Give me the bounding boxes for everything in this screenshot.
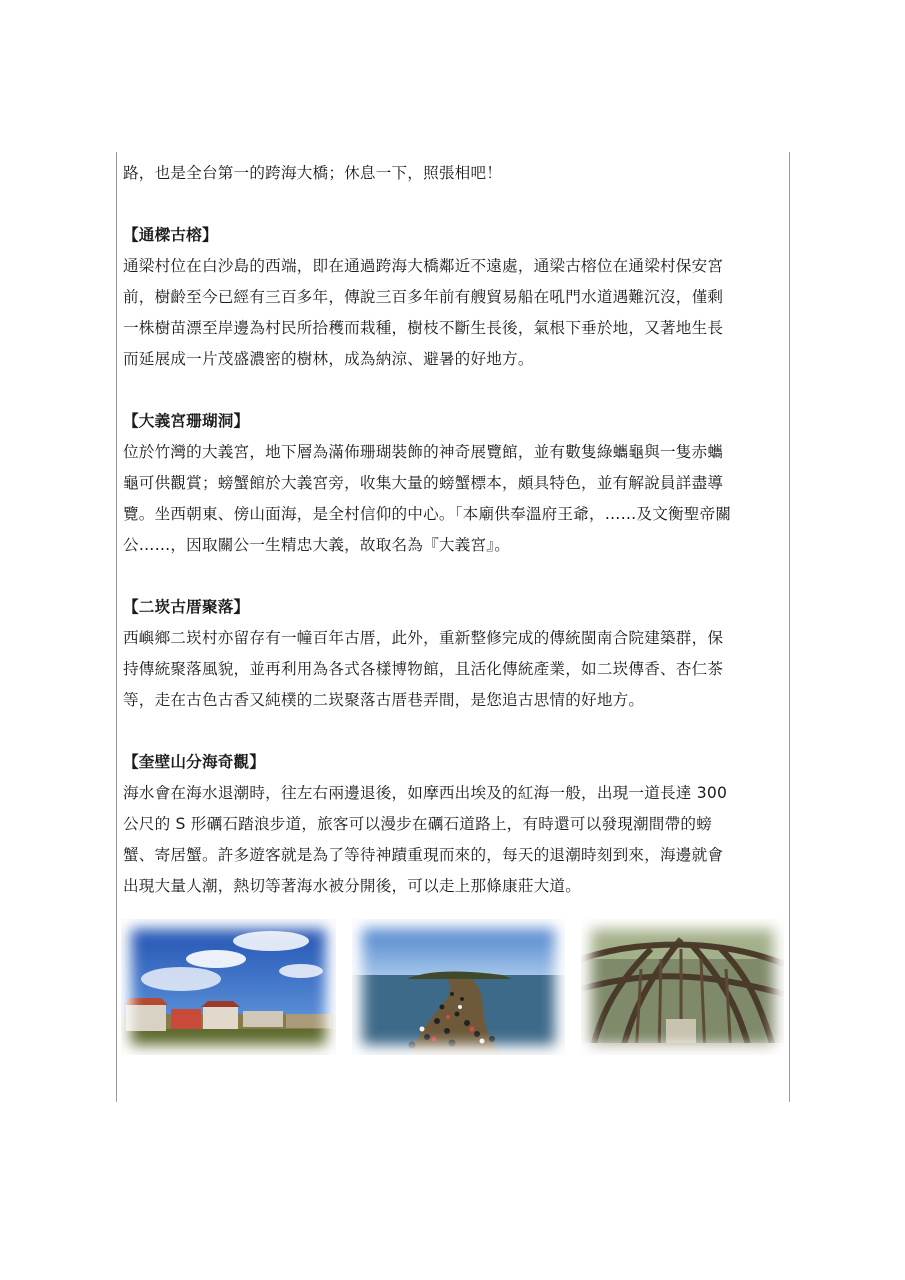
paragraph-line: 位於竹灣的大義宮，地下層為滿佈珊瑚裝飾的神奇展覽館，並有數隻綠蠵龜與一隻赤蠵 (123, 443, 724, 461)
section-heading: 【大義宮珊瑚洞】 (123, 412, 250, 430)
paragraph-line: 持傳統聚落風貌，並再利用為各式各樣博物館，且活化傳統產業，如二崁傳香、杏仁茶 (123, 660, 724, 678)
paragraph-line: 龜可供觀賞；螃蟹館於大義宮旁，收集大量的螃蟹標本，頗具特色，並有解說員詳盡導 (123, 474, 724, 492)
paragraph-line: 公……，因取關公一生精忠大義，故取名為『大義宮』。 (123, 536, 511, 554)
paragraph-line: 等，走在古色古香又純樸的二崁聚落古厝巷弄間，是您追古思情的好地方。 (123, 691, 645, 709)
paragraph-line: 而延展成一片茂盛濃密的樹林，成為納涼、避暑的好地方。 (123, 350, 534, 368)
section-erkan-village (123, 592, 773, 716)
page-left-border (116, 152, 117, 1102)
section-tongliang-banyan (123, 220, 773, 375)
paragraph-line: 海水會在海水退潮時，往左右兩邊退後，如摩西出埃及的紅海一般，出現一道長達 300 (123, 784, 728, 802)
section-dayi-temple (123, 406, 773, 561)
village-sky-photo (121, 919, 336, 1055)
article-body (123, 158, 773, 902)
section-heading: 【通樑古榕】 (123, 226, 218, 244)
paragraph-line: 覽。坐西朝東、傍山面海，是全村信仰的中心。「本廟供奉溫府王爺，……及文衡聖帝關 (123, 505, 732, 523)
sea-path-crowd-photo (352, 919, 565, 1055)
paragraph-line: 出現大量人潮，熱切等著海水被分開後，可以走上那條康莊大道。 (123, 877, 582, 895)
section-kuibishan (123, 747, 773, 902)
paragraph-line: 前，樹齡至今已經有三百多年，傳說三百多年前有艘貿易船在吼門水道遇難沉沒，僅剩 (123, 288, 724, 306)
intro-line: 路，也是全台第一的跨海大橋；休息一下，照張相吧！ (123, 164, 503, 182)
section-heading: 【二崁古厝聚落】 (123, 598, 250, 616)
photo-strip (121, 919, 784, 1057)
paragraph-line: 公尺的 S 形礪石踏浪步道，旅客可以漫步在礪石道路上，有時還可以發現潮間帶的螃 (123, 815, 712, 833)
paragraph-line: 一株樹苗漂至岸邊為村民所拾穫而栽種，樹枝不斷生長後，氣根下垂於地，又著地生長 (123, 319, 724, 337)
page-right-border (789, 152, 790, 1102)
paragraph-line: 西嶼鄉二崁村亦留存有一幢百年古厝，此外，重新整修完成的傳統閩南合院建築群，保 (123, 629, 724, 647)
paragraph-line: 蟹、寄居蟹。許多遊客就是為了等待神蹟重現而來的，每天的退潮時刻到來，海邊就會 (123, 846, 724, 864)
section-heading: 【奎壁山分海奇觀】 (123, 753, 266, 771)
banyan-tree-photo (581, 919, 784, 1055)
paragraph-line: 通梁村位在白沙島的西端，即在通過跨海大橋鄰近不遠處，通梁古榕位在通梁村保安宮 (123, 257, 724, 275)
